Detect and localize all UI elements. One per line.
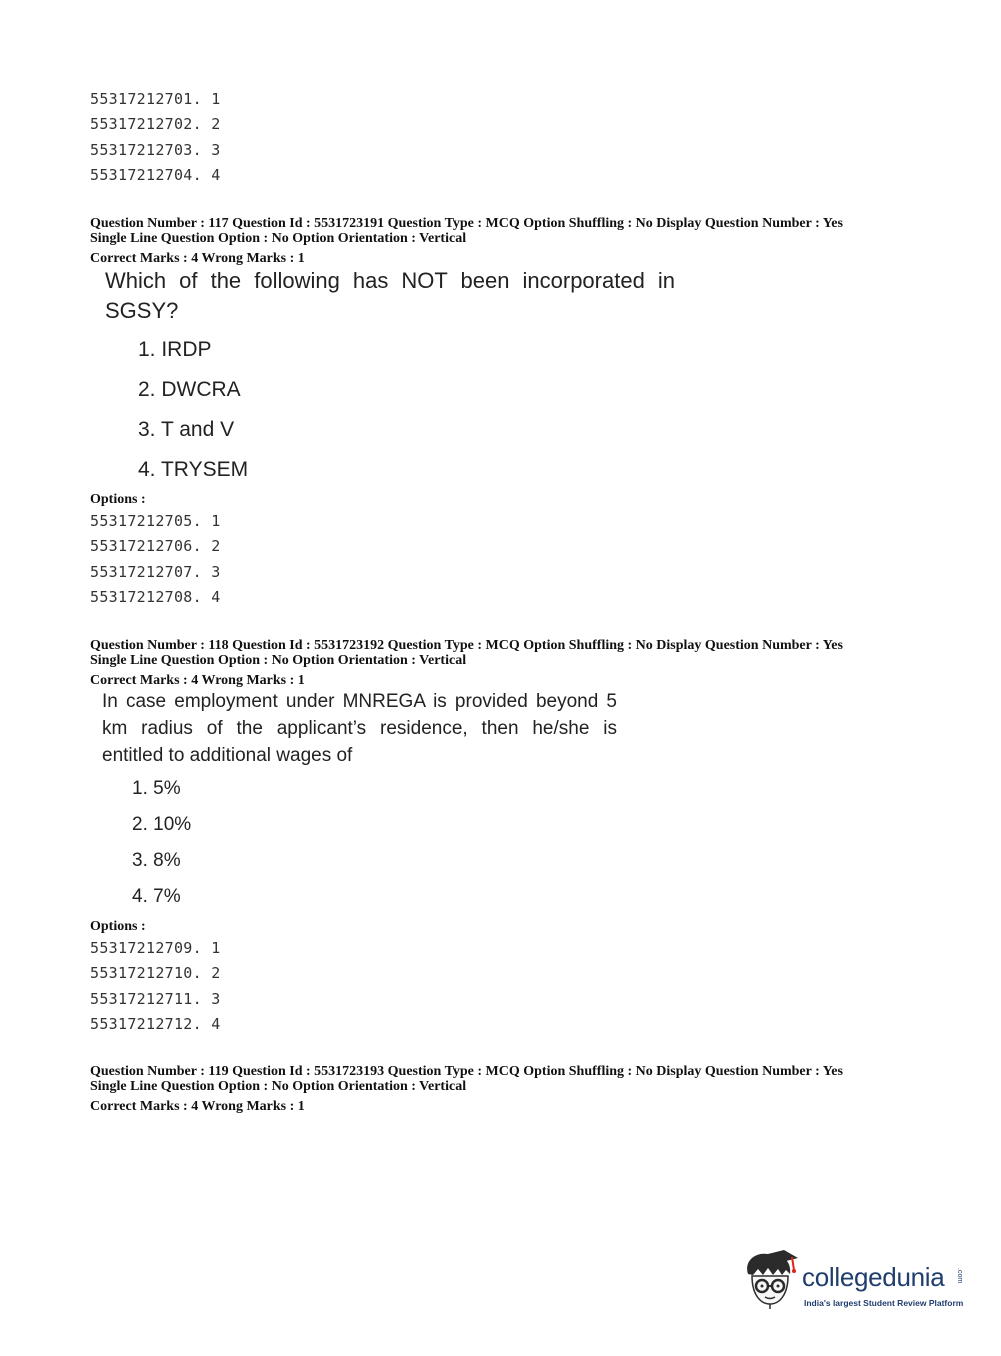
- answer-choice: 3. T and V: [138, 418, 235, 441]
- mascot-icon: [740, 1248, 798, 1310]
- question-118-meta: [90, 638, 970, 688]
- option-id-item: 55317212712. 4: [90, 1014, 221, 1033]
- question-117-choices: [138, 336, 248, 496]
- logo-tagline: India's largest Student Review Platform: [804, 1298, 964, 1308]
- option-id-item: 55317212702. 2: [90, 115, 221, 134]
- logo-wordmark: collegedunia: [802, 1262, 945, 1292]
- option-id-item: 55317212706. 2: [90, 537, 221, 556]
- question-text-line: entitled to additional wages of: [102, 745, 353, 766]
- question-text-line: SGSY?: [105, 298, 179, 323]
- options-list-prev: [90, 87, 221, 188]
- option-id-item: 55317212709. 1: [90, 939, 221, 957]
- answer-choice: 4. 7%: [132, 886, 181, 907]
- question-meta-line: Single Line Question Option : No Option Orientation : Vertical: [90, 231, 467, 246]
- option-id-item: 55317212710. 2: [90, 964, 221, 983]
- option-id-item: 55317212707. 3: [90, 562, 221, 581]
- question-119-meta: [90, 1064, 970, 1114]
- option-id-item: 55317212708. 4: [90, 587, 221, 606]
- question-meta-line: Single Line Question Option : No Option Orientation : Vertical: [90, 1079, 467, 1094]
- question-meta-line: Question Number : 119 Question Id : 5531723193 Question Type : MCQ Option Shuffling : No Display Question Number : Yes: [90, 1064, 843, 1079]
- options-label: Options :: [90, 492, 146, 507]
- question-marks: Correct Marks : 4 Wrong Marks : 1: [90, 1099, 305, 1114]
- question-marks: Correct Marks : 4 Wrong Marks : 1: [90, 251, 305, 266]
- question-text-line: km radius of the applicant’s residence, then he/she is: [102, 718, 617, 739]
- answer-choice: 1. 5%: [132, 778, 181, 799]
- answer-choice: 4. TRYSEM: [138, 458, 249, 481]
- question-marks: Correct Marks : 4 Wrong Marks : 1: [90, 673, 305, 688]
- question-text-line: In case employment under MNREGA is provided beyond 5: [102, 691, 617, 712]
- question-117-text: [105, 266, 675, 326]
- question-meta-line: Question Number : 118 Question Id : 5531723192 Question Type : MCQ Option Shuffling : No Display Question Number : Yes: [90, 638, 843, 653]
- answer-choice: 3. 8%: [132, 850, 181, 871]
- answer-choice: 1. IRDP: [138, 338, 212, 361]
- question-118-text: [102, 688, 617, 769]
- question-meta-line: Question Number : 117 Question Id : 5531723191 Question Type : MCQ Option Shuffling : No Display Question Number : Yes: [90, 216, 843, 231]
- question-117-meta: [90, 216, 970, 266]
- question-meta-line: Single Line Question Option : No Option Orientation : Vertical: [90, 653, 467, 668]
- option-id-item: 55317212703. 3: [90, 140, 221, 159]
- answer-choice: 2. 10%: [132, 814, 192, 835]
- answer-choice: 2. DWCRA: [138, 378, 241, 401]
- question-117-options: [90, 509, 221, 610]
- option-id-item: 55317212701. 1: [90, 90, 221, 108]
- question-118-choices: [132, 776, 191, 920]
- logo-com: .com: [956, 1268, 963, 1284]
- option-id-item: 55317212711. 3: [90, 989, 221, 1008]
- options-label: Options :: [90, 919, 146, 934]
- option-id-item: 55317212705. 1: [90, 512, 221, 530]
- option-id-item: 55317212704. 4: [90, 165, 221, 184]
- question-text-line: Which of the following has NOT been incorporated in: [105, 268, 675, 293]
- collegedunia-logo: [740, 1248, 970, 1318]
- question-118-options: [90, 936, 221, 1037]
